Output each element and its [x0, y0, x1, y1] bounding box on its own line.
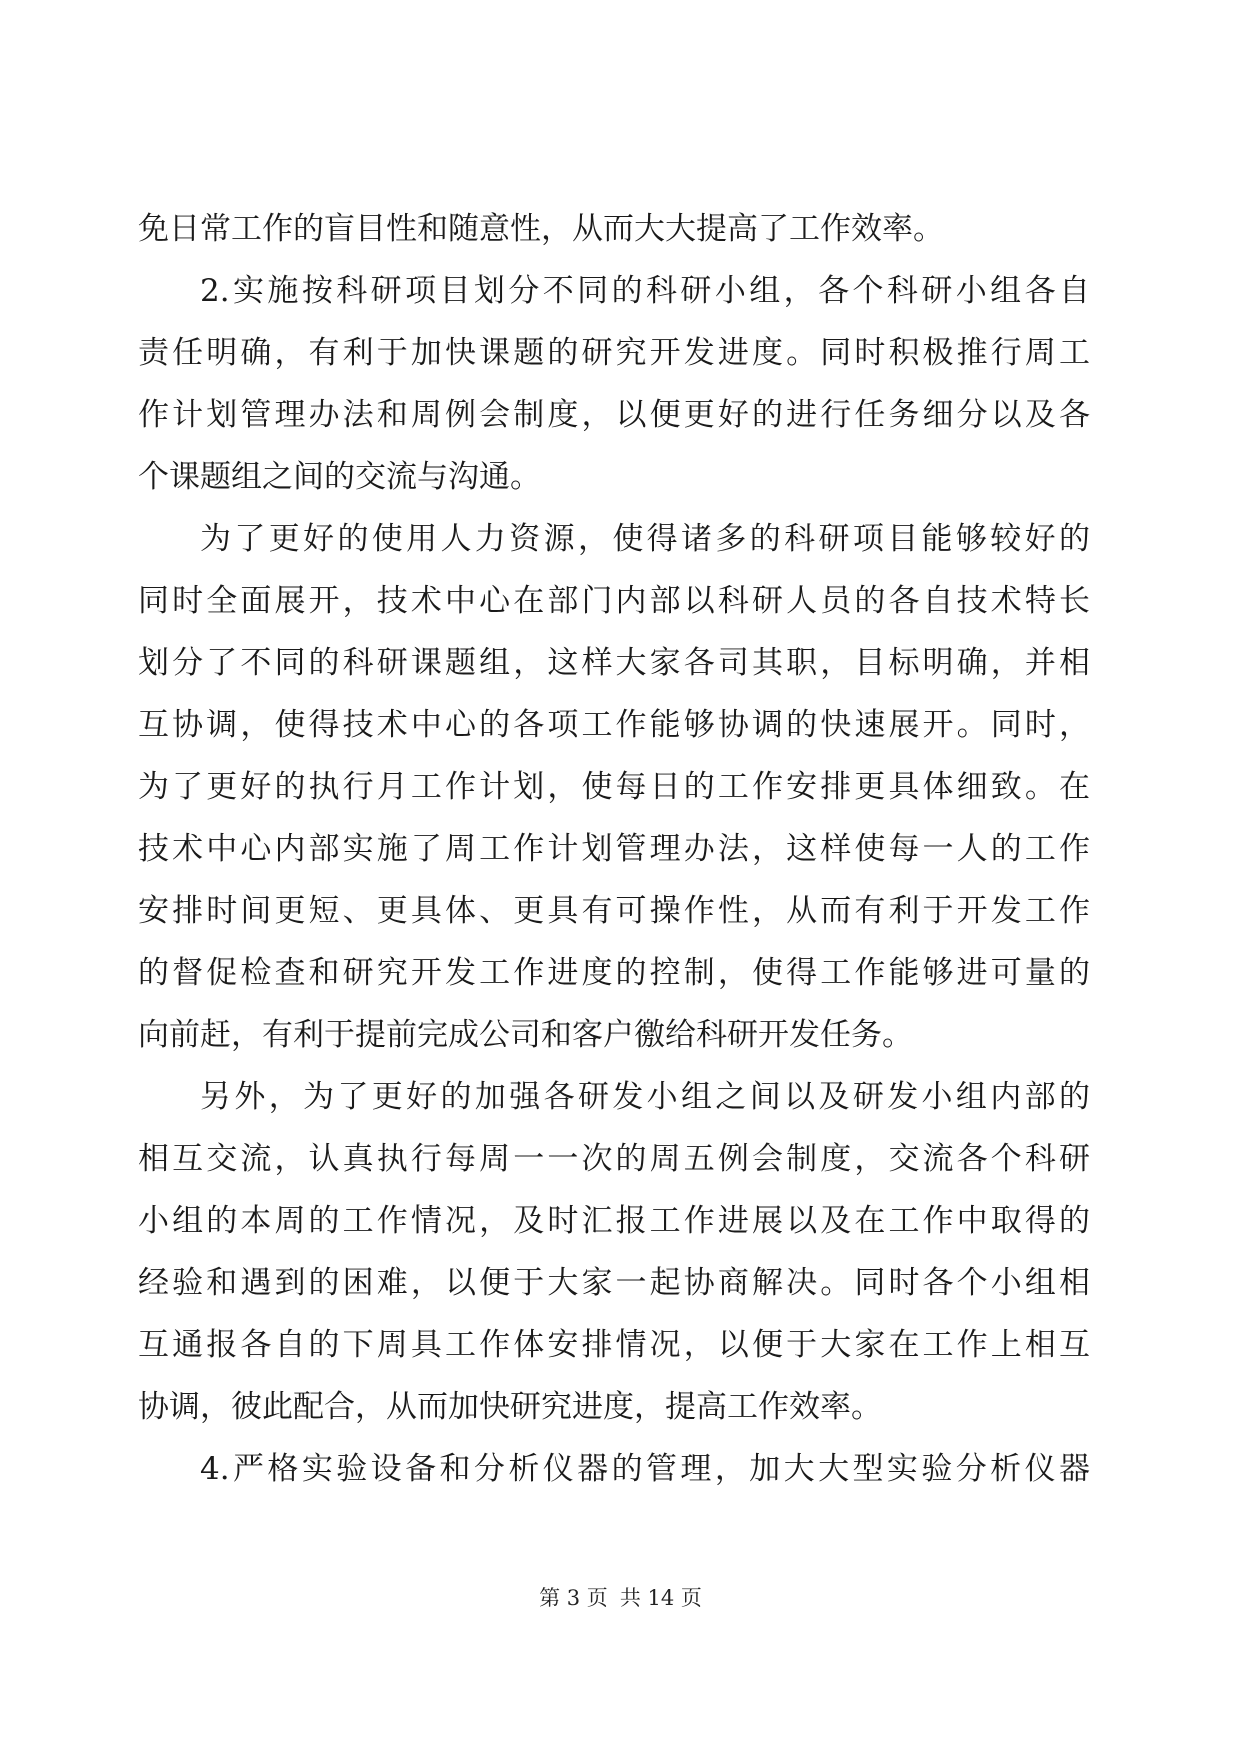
- text-line: 2.实施按科研项目划分不同的科研小组，各个科研小组各自: [200, 273, 1090, 309]
- page-total: 共 14 页: [619, 1586, 702, 1610]
- text-line: 为了更好的使用人力资源，使得诸多的科研项目能够较好的: [200, 521, 1090, 557]
- text-line: 安排时间更短、更具体、更具有可操作性，从而有利于开发工作: [138, 893, 1090, 929]
- text-line: 互协调，使得技术中心的各项工作能够协调的快速展开。同时，: [138, 707, 1090, 743]
- text-line: 免日常工作的盲目性和随意性，从而大大提高了工作效率。: [138, 211, 944, 247]
- text-line: 另外，为了更好的加强各研发小组之间以及研发小组内部的: [200, 1079, 1090, 1115]
- text-line: 互通报各自的下周具工作体安排情况，以便于大家在工作上相互: [138, 1327, 1090, 1363]
- text-line: 为了更好的执行月工作计划，使每日的工作安排更具体细致。在: [138, 769, 1090, 805]
- text-line: 协调，彼此配合，从而加快研究进度，提高工作效率。: [138, 1389, 882, 1425]
- text-line: 责任明确，有利于加快课题的研究开发进度。同时积极推行周工: [138, 335, 1090, 371]
- text-line: 向前赶，有利于提前完成公司和客户徼给科研开发任务。: [138, 1017, 913, 1053]
- text-line: 经验和遇到的困难，以便于大家一起协商解决。同时各个小组相: [138, 1265, 1090, 1301]
- text-line: 技术中心内部实施了周工作计划管理办法，这样使每一人的工作: [138, 831, 1090, 867]
- text-line: 小组的本周的工作情况，及时汇报工作进展以及在工作中取得的: [138, 1203, 1090, 1239]
- text-line: 个课题组之间的交流与沟通。: [138, 459, 541, 495]
- text-line: 作计划管理办法和周例会制度，以便更好的进行任务细分以及各: [138, 397, 1090, 433]
- body-text: [138, 198, 1090, 1500]
- page-number: 第 3 页: [539, 1586, 608, 1610]
- text-line: 相互交流，认真执行每周一一次的周五例会制度，交流各个科研: [138, 1141, 1090, 1177]
- text-line: 的督促检查和研究开发工作进度的控制，使得工作能够进可量的: [138, 955, 1090, 991]
- text-line: 4.严格实验设备和分析仪器的管理，加大大型实验分析仪器: [200, 1451, 1090, 1487]
- text-line: 同时全面展开，技术中心在部门内部以科研人员的各自技术特长: [138, 583, 1090, 619]
- text-line: 划分了不同的科研课题组，这样大家各司其职，目标明确，并相: [138, 645, 1090, 681]
- page-footer: [0, 1583, 1241, 1613]
